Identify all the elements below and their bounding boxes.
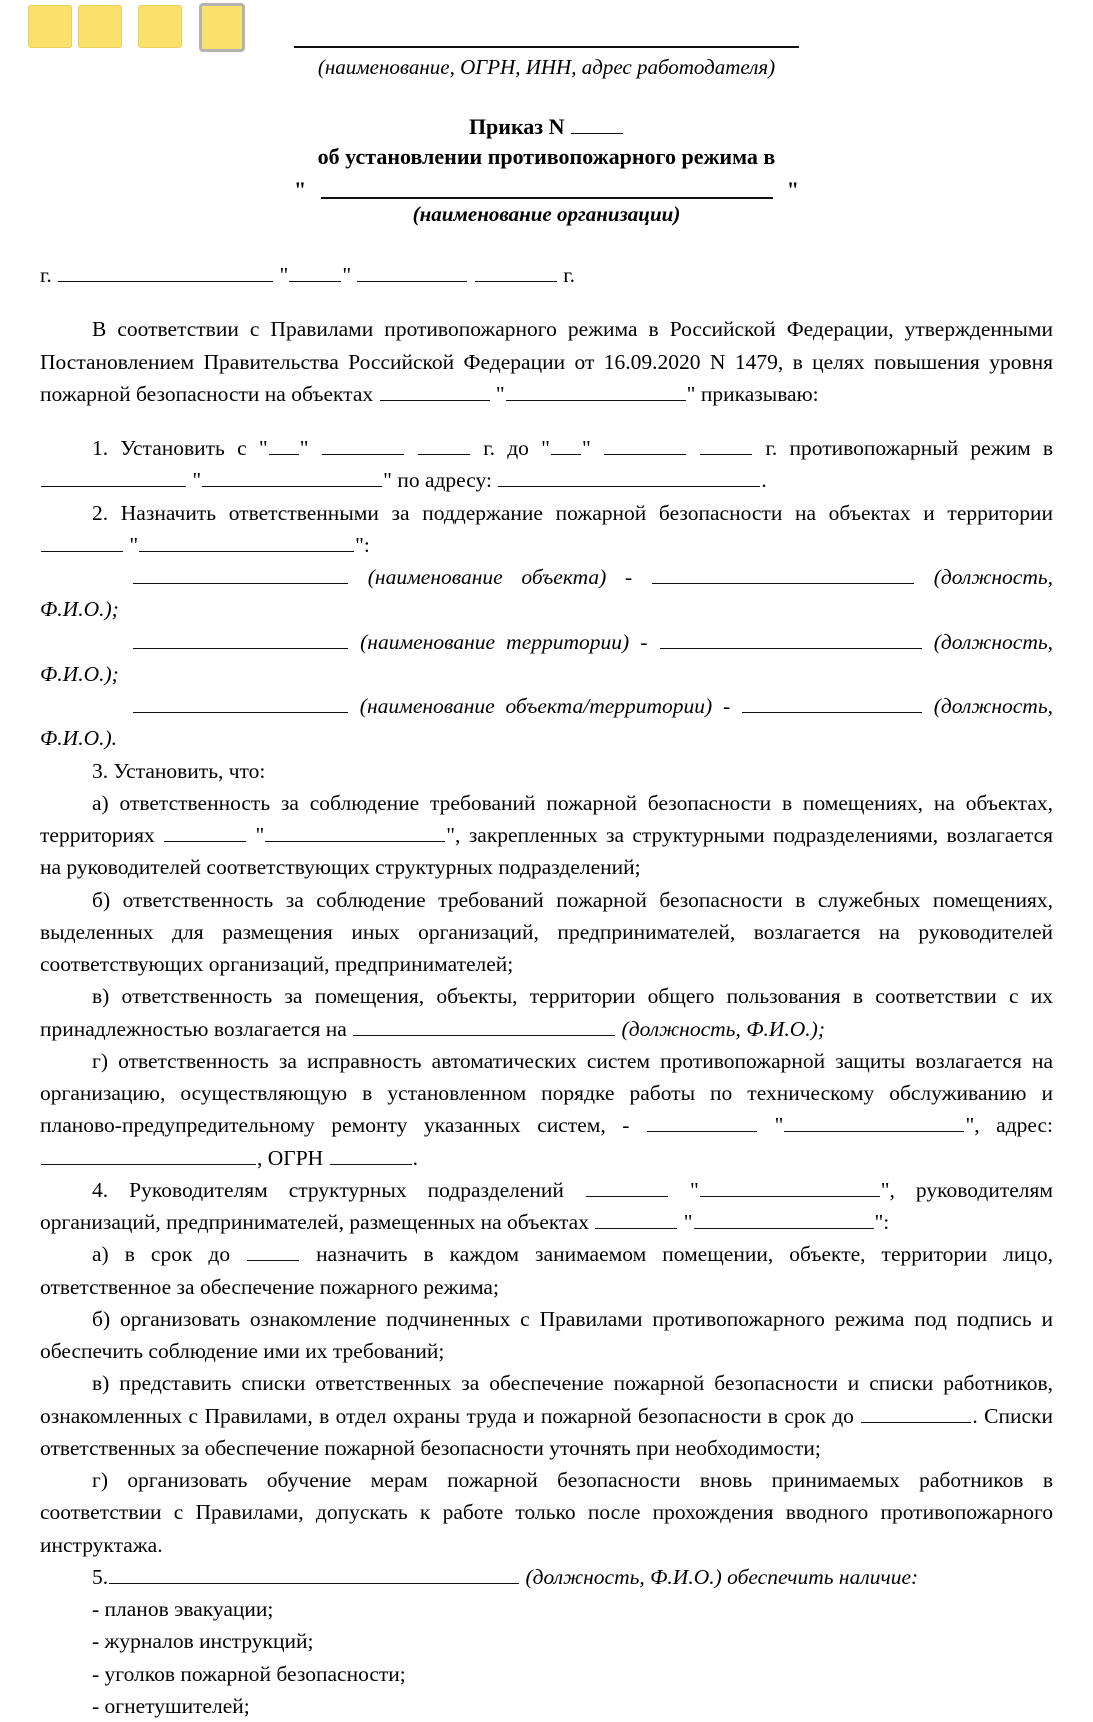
- clause-4-name-fill-1: [700, 1176, 880, 1197]
- clause-5-num: 5.: [92, 1564, 109, 1589]
- clause-2-row-tail-1: (должность, Ф.И.О.);: [40, 629, 1054, 686]
- clause-3-a-type-fill: [164, 821, 246, 842]
- title-quote-left: ": [294, 176, 307, 202]
- clause-3-g-ogrn-fill: [330, 1144, 412, 1165]
- clause-4-a: 4. Руководителям структурных подразделений: [92, 1177, 564, 1202]
- clause-1-day-to: [551, 434, 581, 455]
- employer-header-block: [40, 46, 1053, 84]
- clause-1-address-fill: [498, 467, 760, 488]
- employer-caption: (наименование, ОГРН, ИНН, адрес работодателя): [317, 55, 776, 79]
- clause-2-row-label-0: (наименование объекта) -: [367, 565, 633, 590]
- clause-2-row-tail-0: (должность, Ф.И.О.);: [40, 565, 1054, 622]
- clause-3-a-name-fill: [265, 821, 445, 842]
- month-fill: [357, 261, 467, 282]
- clause-1-org-name-fill: [202, 467, 382, 488]
- title-org-row: [294, 175, 799, 202]
- clause-4-q1: ": [689, 1177, 699, 1202]
- date-quote-right: ": [342, 262, 352, 287]
- clause-2-row-label-1: (наименование территории) -: [360, 629, 648, 654]
- clause-4-v-item-text-1: в) представить списки ответственных за обеспечение пожарной безопасности и списки работников, ознакомленных с Правилами, в отдел охраны труда и пожарной безопасности в срок до: [40, 1371, 1053, 1428]
- clause-3-a: [40, 787, 1053, 884]
- clause-1-d: по адресу:: [397, 468, 492, 493]
- clause-1-c: г. противопожарный режим в: [765, 436, 1054, 461]
- clause-1-q5: ": [192, 468, 202, 493]
- clause-4-b-item: б) организовать ознакомление подчиненных с Правилами противопожарного режима под подпись и обеспечить соблюдение ими их требований;: [40, 1306, 1053, 1364]
- clause-4-g-item: г) организовать обучение мерам пожарной безопасности вновь принимаемых работников в соответствии с Правилами, допускать к работе только после прохождения вводного противопожарного инструктажа.: [40, 1468, 1053, 1557]
- clause-3-v-text: в) ответственность за помещения, объекты, территории общего пользования в соответствии с их принадлежностью возлагается на: [40, 984, 1053, 1041]
- clause-5-item-0: - планов эвакуации;: [92, 1597, 274, 1622]
- clause-2: [40, 497, 1053, 562]
- clause-2-object-fill-2: [133, 692, 348, 713]
- clause-4-a-item-text: а) в срок до: [92, 1242, 231, 1267]
- year-suffix: г.: [563, 262, 575, 287]
- clause-3-g-text-2: , ОГРН: [257, 1145, 324, 1170]
- clause-1-year-to: [700, 434, 752, 455]
- org-name-fill-line: [321, 175, 773, 199]
- clause-4-a-item-tail: назначить в каждом занимаемом помещении, объекте, территории лицо, ответственное за обеспечение пожарного режима;: [40, 1242, 1054, 1299]
- order-number-fill: [571, 113, 623, 134]
- clause-5: [40, 1561, 1053, 1593]
- clause-3-v: [40, 980, 1053, 1045]
- clause-4-v-item: [40, 1367, 1053, 1464]
- clause-2-row-tail-2: (должность, Ф.И.О.).: [40, 694, 1053, 751]
- clause-1-month-to: [604, 434, 686, 455]
- clause-1: [40, 432, 1053, 497]
- document-title-block: [40, 112, 1053, 229]
- title-prefix: Приказ N: [468, 113, 565, 139]
- city-prefix: г.: [40, 262, 52, 287]
- clause-3-a-text-2: закрепленных за структурными подразделениями, возлагается на руководителей соответствующих структурных подразделений;: [40, 823, 1054, 880]
- title-order-number-line: [40, 112, 1053, 142]
- clause-5-item-2: - уголков пожарной безопасности;: [92, 1661, 406, 1686]
- clause-3-g: [40, 1045, 1053, 1174]
- clause-2-type-fill: [41, 531, 123, 552]
- clause-1-year-from: [418, 434, 470, 455]
- city-date-line: [40, 259, 1053, 292]
- clause-2-row-label-2: (наименование объекта/территории) -: [359, 694, 731, 719]
- clause-2-person-fill-0: [652, 563, 914, 584]
- clause-1-day-from: [269, 434, 299, 455]
- clause-1-a: 1. Установить с: [92, 436, 247, 461]
- clause-4-v-item-text-2: . Списки ответственных за обеспечение пожарной безопасности уточнять при необходимости;: [40, 1403, 1053, 1460]
- clause-3-v-person-fill: [353, 1015, 615, 1036]
- year-fill: [475, 261, 557, 282]
- clause-2-q2: ":: [355, 532, 370, 557]
- clause-4-a-item: [40, 1238, 1053, 1303]
- clause-5-person-fill: [109, 1563, 519, 1584]
- preamble-paragraph: [40, 313, 1053, 410]
- clause-1-q2: ": [299, 436, 309, 461]
- clause-2-person-fill-2: [742, 692, 922, 713]
- title-quote-right: ": [786, 176, 799, 202]
- clause-2-name-fill: [139, 531, 354, 552]
- clause-3-g-name-fill: [784, 1112, 964, 1133]
- clause-3-head: 3. Установить, что:: [92, 758, 266, 783]
- clause-3-g-q2: ", адрес:: [965, 1113, 1053, 1138]
- clause-3-g-text-3: .: [412, 1145, 418, 1170]
- clause-1-q3: ": [541, 436, 550, 461]
- clause-3-g-type-fill: [647, 1112, 757, 1133]
- clause-1-org-type-fill: [41, 467, 186, 488]
- clause-4-v-deadline-fill: [861, 1402, 971, 1423]
- clause-3-a-q2: ",: [446, 823, 461, 848]
- preamble-text-a: В соответствии с Правилами противопожарного режима в Российской Федерации, утвержденными Постановлением Правительства Российской Федерации от 16.09.2020 N 1479, в целях повышения уровня пожарной безопасности на объектах: [40, 317, 1053, 406]
- clause-4-type-fill-2: [595, 1208, 677, 1229]
- clause-1-e: .: [761, 468, 767, 493]
- clause-4-name-fill-2: [694, 1208, 874, 1229]
- clause-3-v-tail: (должность, Ф.И.О.);: [621, 1016, 825, 1041]
- clause-4-q3: ": [683, 1210, 693, 1235]
- clause-2-person-fill-1: [660, 628, 922, 649]
- preamble-text-b: приказываю:: [700, 381, 819, 406]
- clause-3-b: б) ответственность за соблюдение требований пожарной безопасности в служебных помещениях, выделенных для размещения иных организаций, предпринимателей, возлагается на руководителей соответствующих организаций, предпринимателей;: [40, 887, 1053, 977]
- clause-3-g-address-fill: [41, 1144, 256, 1165]
- title-subject: об установлении противопожарного режима в: [317, 144, 776, 170]
- clause-5-tail: (должность, Ф.И.О.) обеспечить наличие:: [525, 1564, 919, 1589]
- clause-3-a-q1: ": [255, 823, 265, 848]
- preamble-object-fill-2: [506, 380, 686, 401]
- clause-1-q4: ": [581, 436, 591, 461]
- preamble-object-fill-1: [380, 380, 490, 401]
- clause-1-b: г. до: [483, 436, 529, 461]
- date-quote-left: ": [279, 262, 289, 287]
- day-fill: [289, 261, 341, 282]
- clause-1-q6: ": [383, 468, 392, 493]
- preamble-quote-left: ": [495, 381, 505, 406]
- clause-2-a: 2. Назначить ответственными за поддержание пожарной безопасности на объектах и территории: [92, 500, 1053, 525]
- preamble-quote-right: ": [686, 381, 696, 406]
- clause-1-month-from: [322, 434, 404, 455]
- clause-2-object-fill-0: [133, 563, 348, 584]
- clause-4: [40, 1174, 1053, 1239]
- clause-2-row-1: [40, 626, 1053, 691]
- clause-3-g-text-1: г) ответственность за исправность автоматических систем противопожарной защиты возлагается на организацию, осуществляющую в установленном порядке работы по техническому обслуживанию и планово-предупредительному ремонту указанных систем, -: [40, 1048, 1053, 1138]
- clause-5-item-3: - огнетушителей;: [92, 1693, 250, 1718]
- clause-4-a-deadline-fill: [247, 1241, 299, 1262]
- clause-2-row-2: [40, 690, 1053, 755]
- employer-fill-line: [294, 46, 799, 48]
- clause-1-q1: ": [258, 436, 268, 461]
- clause-2-object-fill-1: [133, 628, 348, 649]
- clause-4-q4: ":: [874, 1210, 890, 1235]
- clause-5-item-1: - журналов инструкций;: [92, 1629, 314, 1654]
- clause-2-q1: ": [129, 532, 139, 557]
- clause-3-g-q1: ": [774, 1113, 784, 1138]
- clause-4-type-fill-1: [586, 1176, 668, 1197]
- clause-2-row-0: [40, 561, 1053, 626]
- clause-3-a-text-1: а) ответственность за соблюдение требований пожарной безопасности в помещениях, на объектах, территориях: [40, 790, 1053, 848]
- org-name-caption: (наименование организации): [412, 201, 681, 226]
- city-fill: [58, 261, 273, 282]
- clause-4-q2: ", руководителям организаций, предпринимателей, размещенных на объектах: [40, 1177, 1053, 1235]
